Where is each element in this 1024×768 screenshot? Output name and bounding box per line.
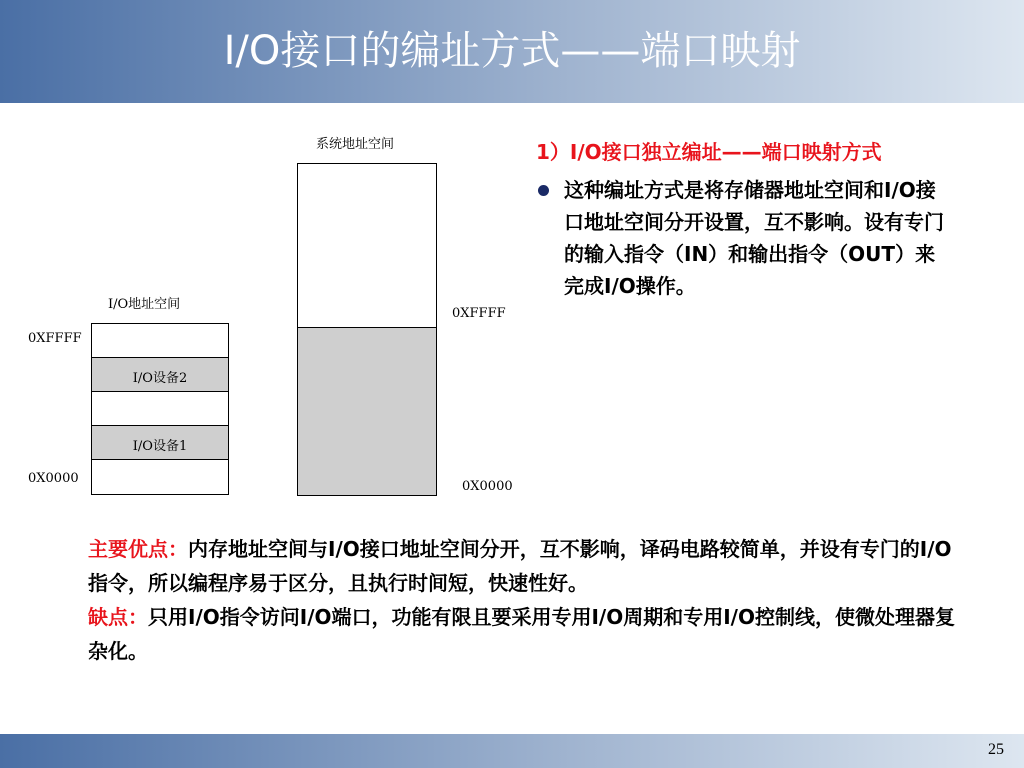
- io-space-top-address: 0XFFFF: [28, 331, 82, 346]
- system-space-bottom-address: 0X0000: [462, 479, 513, 494]
- system-space-memory: [297, 327, 437, 496]
- page-number: 25: [988, 741, 1004, 758]
- io-device-2-label: I/O设备2: [132, 371, 188, 386]
- footer-bar: [0, 734, 1024, 768]
- system-space-title: 系统地址空间: [316, 137, 395, 152]
- advantage-text: 内存地址空间与I/O接口地址空间分开，互不影响，译码电路较简单，并设有专门的I/O指令，所以编程序易于区分，且执行时间短，快速性好。: [88, 537, 952, 595]
- system-space-mid-address: 0XFFFF: [452, 306, 506, 321]
- io-block-device-2: [91, 357, 229, 392]
- address-space-diagram: [0, 103, 530, 523]
- advantage-paragraph: [88, 532, 968, 600]
- io-block-device-1: [91, 425, 229, 460]
- bullet-dot-icon: [538, 185, 549, 196]
- pros-cons: [88, 532, 968, 668]
- disadvantage-text: 只用I/O指令访问I/O端口，功能有限且要采用专用I/O周期和专用I/O控制线，使微处理器复杂化。: [88, 605, 955, 663]
- advantage-label: 主要优点：: [88, 537, 188, 561]
- explanation-column: [536, 136, 946, 302]
- method-heading: 1）I/O接口独立编址——端口映射方式: [536, 140, 882, 164]
- method-bullet: [536, 174, 946, 302]
- slide-title: I/O接口的编址方式——端口映射: [223, 28, 801, 74]
- io-device-1-label: I/O设备1: [132, 439, 188, 454]
- io-block-free-middle: [91, 391, 229, 426]
- method-bullet-text: 这种编址方式是将存储器地址空间和I/O接口地址空间分开设置，互不影响。设有专门的输入指令（IN）和输出指令（OUT）来完成I/O操作。: [564, 178, 944, 298]
- system-space-upper: [297, 163, 437, 328]
- io-block-free-top: [91, 323, 229, 358]
- io-space-title: I/O地址空间: [108, 297, 181, 312]
- io-space-bottom-address: 0X0000: [28, 471, 79, 486]
- disadvantage-label: 缺点：: [88, 605, 148, 629]
- disadvantage-paragraph: [88, 600, 968, 668]
- io-block-free-bottom: [91, 459, 229, 495]
